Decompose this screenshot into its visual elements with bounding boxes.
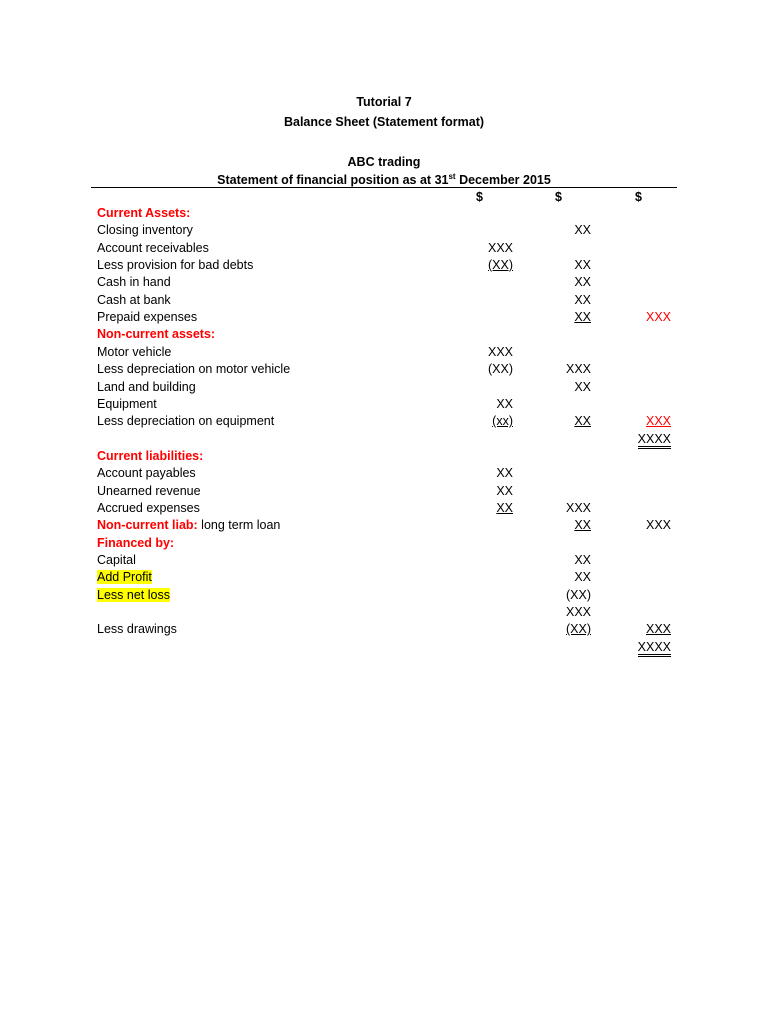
row-label-text: Account receivables — [97, 240, 209, 255]
row-label — [97, 501, 200, 515]
amount-value: XXXX — [638, 640, 671, 657]
row-label-text: Current liabilities: — [97, 448, 204, 463]
amount-value: XX — [574, 275, 591, 290]
amount-c2 — [531, 293, 591, 307]
row-label-text: Cash at bank — [97, 292, 171, 307]
amount-c3 — [611, 518, 671, 532]
amount-c1 — [453, 501, 513, 515]
row-label-text: Prepaid expenses — [97, 310, 198, 325]
row-label-text: Less depreciation on equipment — [97, 414, 275, 429]
row-label-text: Capital — [97, 553, 136, 567]
amount-c2 — [531, 258, 591, 272]
row-label — [97, 484, 201, 498]
row-label-text: Less drawings — [97, 622, 177, 637]
amount-c2 — [531, 362, 591, 376]
amount-c1 — [453, 362, 513, 376]
row-label-text: Add Profit — [97, 570, 152, 585]
row-label-text: Current Assets: — [97, 206, 191, 220]
row-label — [97, 466, 196, 480]
amount-value: XX — [574, 258, 591, 273]
row-label-text: Less net loss — [97, 587, 170, 602]
amount-c1 — [453, 345, 513, 359]
statement-row — [97, 570, 677, 587]
row-label-text: Financed by: — [97, 535, 175, 550]
statement-title-sup: st — [448, 172, 456, 181]
amount-value: XX — [574, 553, 591, 567]
row-label-text: Motor vehicle — [97, 344, 172, 359]
statement-row — [97, 380, 677, 397]
statement-row — [97, 397, 677, 414]
amount-c2 — [531, 310, 591, 324]
amount-value: XX — [574, 223, 591, 238]
amount-value: XX — [574, 379, 591, 394]
amount-c3 — [611, 622, 671, 636]
amount-value: XXX — [565, 605, 591, 620]
statement-row — [97, 327, 677, 344]
statement-row — [97, 605, 677, 622]
amount-value: XXX — [565, 362, 591, 377]
row-label — [97, 258, 253, 272]
amount-c1 — [453, 241, 513, 255]
statement-row — [97, 345, 677, 362]
row-label — [97, 345, 171, 359]
amount-c3 — [611, 432, 671, 446]
amount-value: XX — [496, 396, 513, 411]
amount-value: XX — [496, 500, 513, 515]
amount-c1 — [453, 397, 513, 411]
amount-c1 — [453, 414, 513, 428]
amount-value: XXX — [645, 518, 671, 533]
row-label-text: Land and building — [97, 379, 196, 394]
amount-c2 — [531, 414, 591, 428]
row-label — [97, 380, 196, 394]
row-label — [97, 327, 215, 341]
amount-c1 — [453, 466, 513, 480]
amount-c3 — [611, 640, 671, 654]
amount-c1 — [453, 484, 513, 498]
amount-c2 — [531, 275, 591, 289]
amount-value: (xx) — [492, 414, 513, 429]
row-label-text: Non-current assets: — [97, 327, 216, 342]
row-label — [97, 206, 190, 220]
row-label-text: Non-current liab: — [97, 518, 198, 533]
document-subtitle: Balance Sheet (Statement format) — [283, 115, 485, 129]
row-label — [97, 397, 157, 411]
row-label — [97, 536, 174, 550]
amount-c2 — [531, 380, 591, 394]
amount-c2 — [531, 588, 591, 602]
amount-value: XXX — [645, 622, 671, 637]
row-label — [97, 241, 209, 255]
row-label — [97, 275, 171, 289]
row-label-text: Unearned revenue — [97, 483, 201, 498]
row-label-text: Less provision for bad debts — [97, 258, 254, 273]
row-label — [97, 622, 177, 636]
amount-value: XX — [574, 570, 591, 585]
statement-title — [0, 172, 768, 187]
amount-value: XX — [574, 414, 591, 429]
statement-row — [97, 432, 677, 449]
statement-row — [97, 223, 677, 240]
amount-value: XXX — [487, 344, 513, 359]
amount-value: XXX — [565, 500, 591, 515]
row-label-text: Account payables — [97, 466, 196, 481]
statement-title-post: December 2015 — [455, 173, 551, 188]
company-name: ABC trading — [347, 155, 421, 169]
statement-row — [97, 484, 677, 501]
statement-row — [97, 449, 677, 466]
row-label — [97, 553, 136, 567]
row-label-text: Closing inventory — [97, 223, 193, 238]
statement-row — [97, 518, 677, 535]
row-label — [97, 310, 197, 324]
amount-c2 — [531, 605, 591, 619]
amount-c2 — [531, 223, 591, 237]
statement-row — [97, 206, 677, 223]
column-header-1: $ — [476, 190, 483, 204]
amount-value: XXX — [645, 310, 671, 325]
header-rule — [91, 187, 677, 188]
row-label — [97, 223, 193, 237]
amount-c2 — [531, 501, 591, 515]
amount-c2 — [531, 553, 591, 567]
statement-row — [97, 622, 677, 639]
row-label — [97, 362, 290, 376]
amount-value: (XX) — [488, 362, 513, 377]
row-label — [97, 570, 152, 584]
statement-row — [97, 293, 677, 310]
amount-value: XX — [574, 292, 591, 307]
row-label — [97, 518, 280, 532]
amount-value: (XX) — [488, 258, 513, 273]
row-label — [97, 414, 274, 428]
amount-c1 — [453, 258, 513, 272]
row-label-tail: long term loan — [197, 518, 281, 533]
amount-c3 — [611, 414, 671, 428]
statement-row — [97, 275, 677, 292]
row-label-text: Less depreciation on motor vehicle — [97, 362, 291, 377]
statement-row — [97, 258, 677, 275]
amount-c3 — [611, 310, 671, 324]
amount-value: XX — [574, 310, 591, 325]
statement-row — [97, 536, 677, 553]
statement-row — [97, 362, 677, 379]
statement-row — [97, 241, 677, 258]
row-label — [97, 293, 171, 307]
amount-value: XX — [496, 466, 513, 481]
amount-c2 — [531, 518, 591, 532]
amount-value: (XX) — [566, 622, 591, 637]
amount-value: XX — [496, 483, 513, 498]
statement-row — [97, 501, 677, 518]
amount-c2 — [531, 570, 591, 584]
amount-c2 — [531, 622, 591, 636]
statement-title-pre: Statement of financial position as at 31 — [217, 173, 449, 188]
amount-value: XX — [574, 518, 591, 533]
column-header-2: $ — [555, 190, 562, 204]
amount-value: (XX) — [566, 587, 591, 602]
amount-value: XXX — [645, 414, 671, 429]
statement-row — [97, 466, 677, 483]
statement-row — [97, 588, 677, 605]
row-label — [97, 449, 203, 463]
tutorial-title: Tutorial 7 — [356, 95, 412, 109]
amount-value: XXX — [487, 240, 513, 255]
column-header-3: $ — [635, 190, 642, 204]
statement-row — [97, 310, 677, 327]
statement-row — [97, 640, 677, 657]
row-label-text: Accrued expenses — [97, 500, 200, 515]
statement-row — [97, 553, 677, 570]
statement-row — [97, 414, 677, 431]
row-label-text: Cash in hand — [97, 275, 171, 290]
row-label — [97, 588, 170, 602]
row-label-text: Equipment — [97, 396, 157, 411]
amount-value: XXXX — [638, 432, 671, 449]
